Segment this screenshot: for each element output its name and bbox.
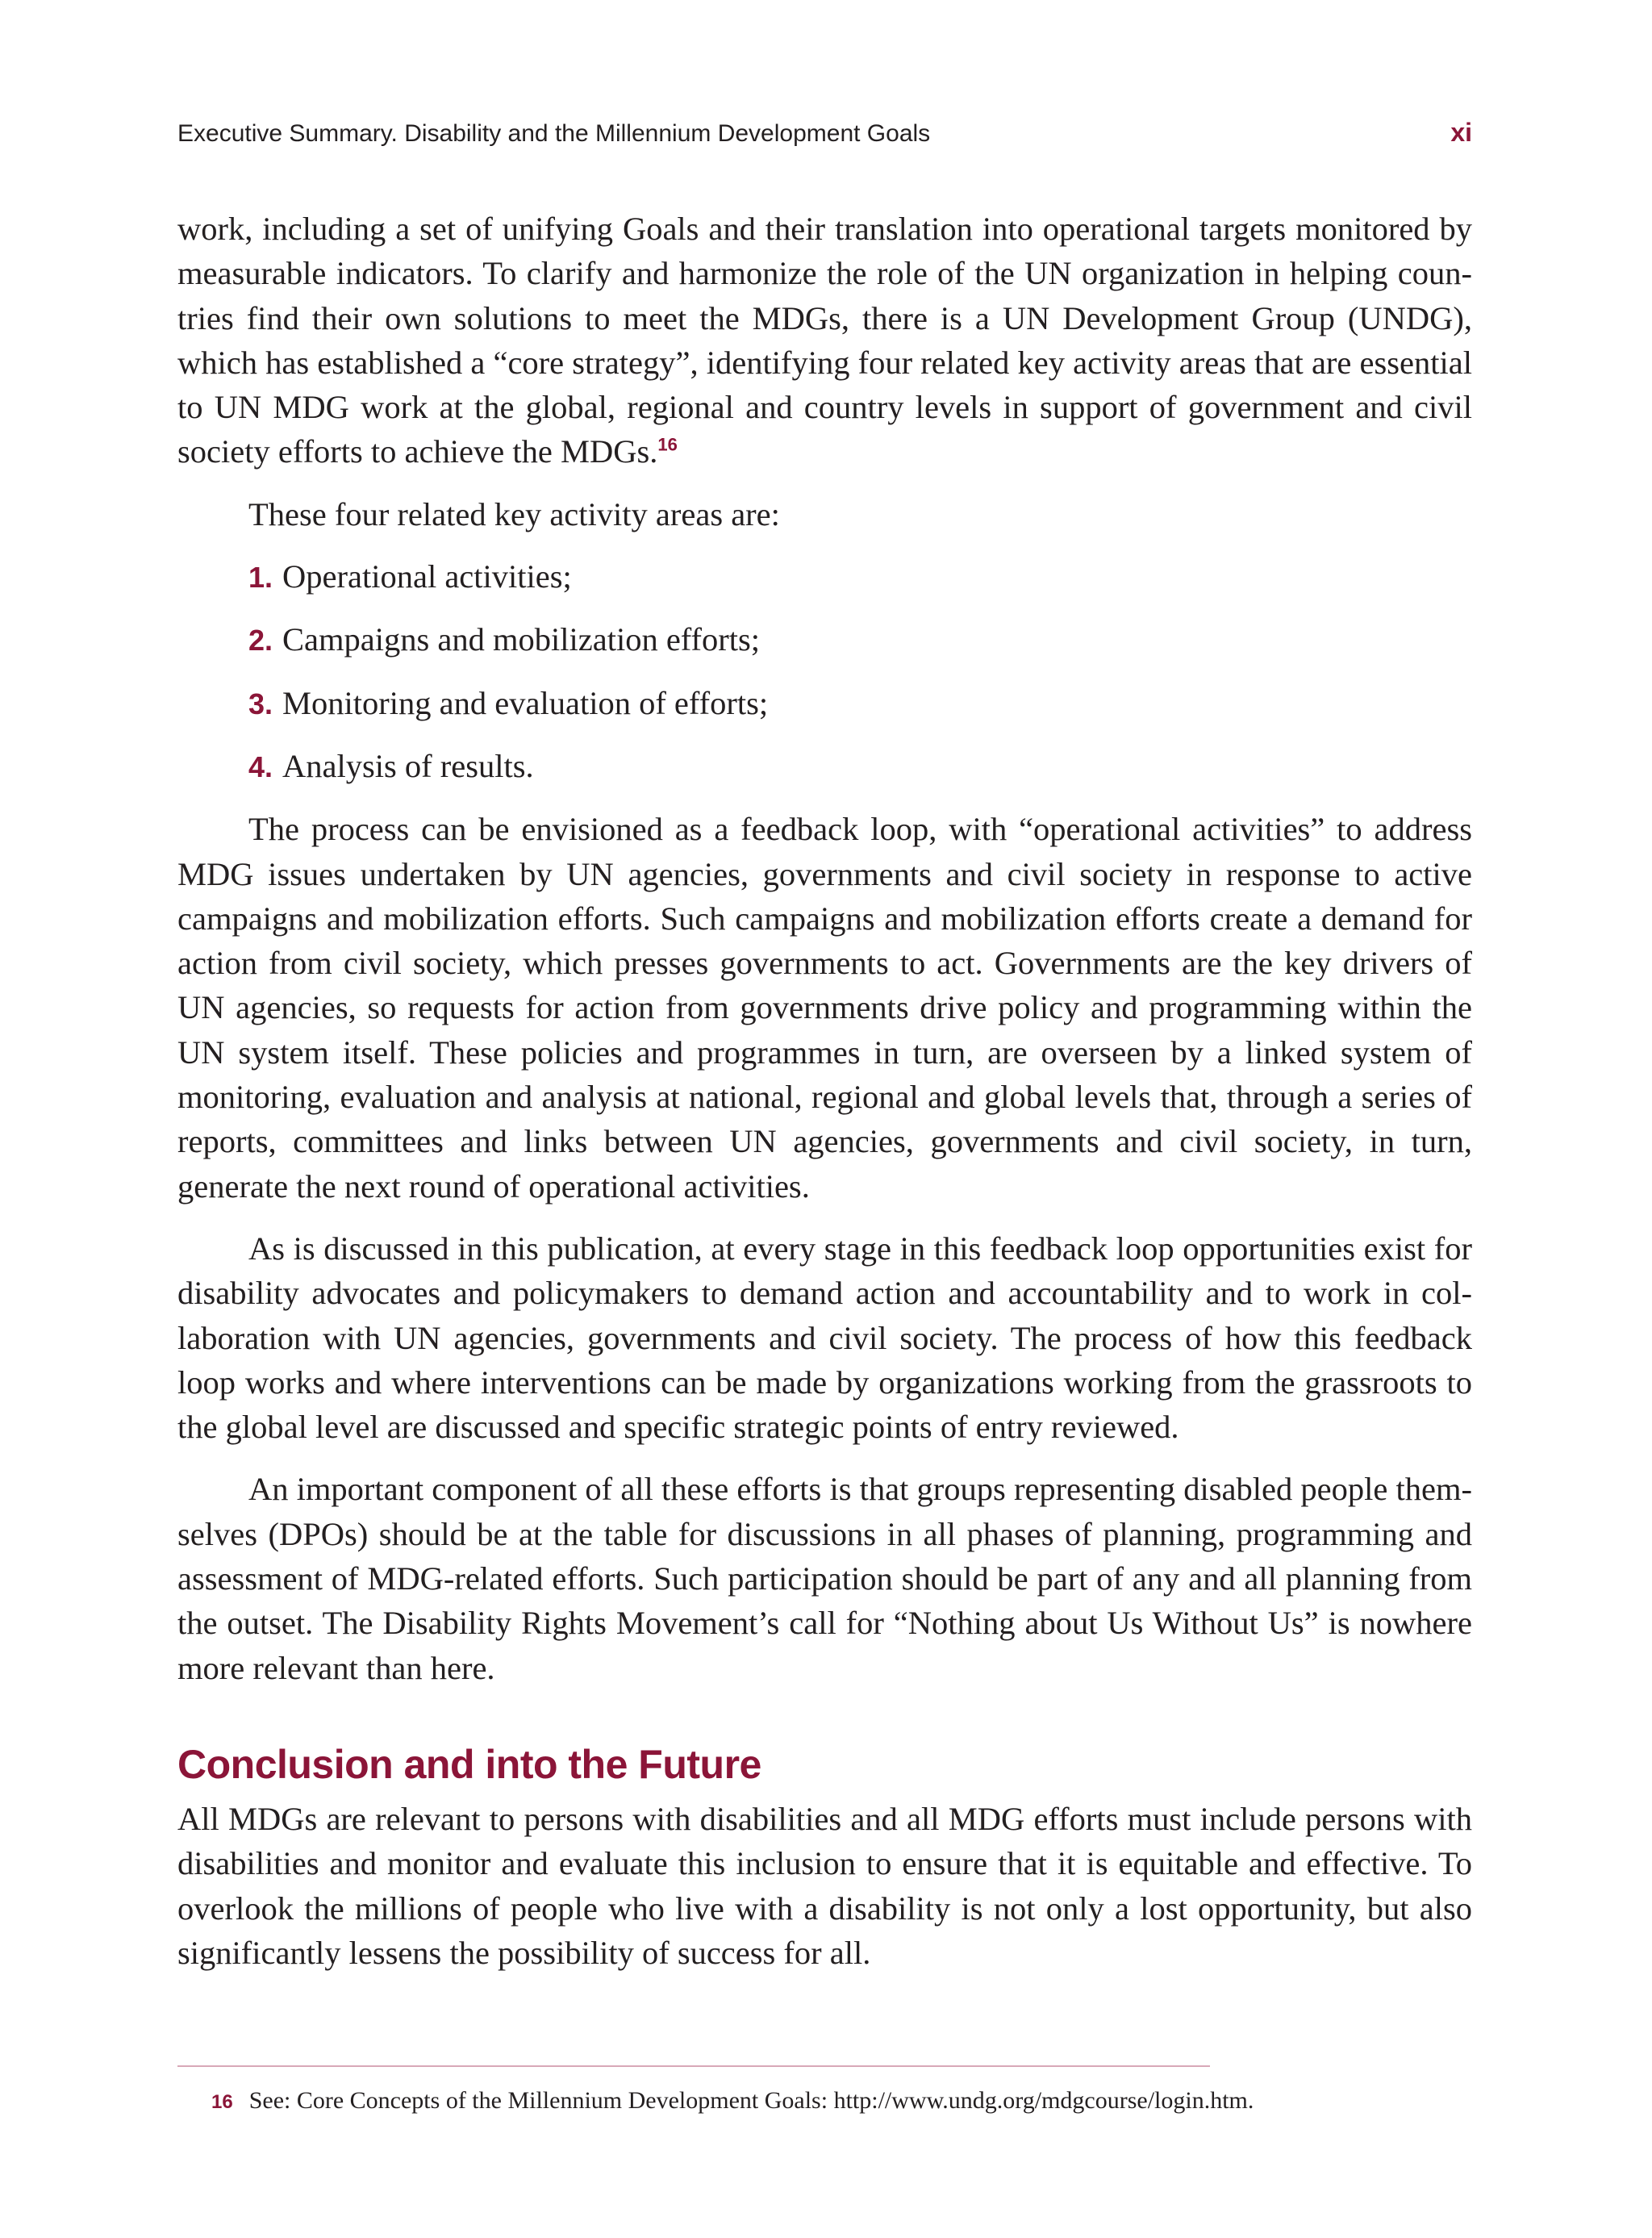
list-item-text: Analysis of results. bbox=[282, 747, 534, 784]
list-item-number: 1. bbox=[248, 561, 273, 595]
footnote bbox=[211, 2085, 1470, 2119]
activity-list bbox=[177, 554, 1472, 789]
paragraph-1 bbox=[177, 207, 1472, 474]
footnote-reference[interactable]: 16 bbox=[657, 434, 678, 455]
footnote-number: 16 bbox=[211, 2091, 233, 2113]
footnote-text: See: Core Concepts of the Millennium Development Goals: http://www.undg.org/mdgcourse/login.htm. bbox=[248, 2087, 1254, 2114]
list-item bbox=[248, 744, 1472, 789]
page-number: xi bbox=[1450, 118, 1472, 147]
list-item-text: Monitoring and evaluation of efforts; bbox=[282, 684, 769, 721]
paragraph-4: As is discussed in this publication, at every stage in this feedback loop opportunities exist for disability advocates and policymakers to demand action and accountability and to work in col-laboration with UN agencies, governments and civil society. The process of how this feedback loop works and where interventions can be made by organizations working from the grassroots to the global level are discussed and specific strategic points of entry reviewed. bbox=[177, 1230, 1472, 1446]
running-title: Executive Summary. Disability and the Millennium Development Goals bbox=[177, 120, 931, 147]
section-heading: Conclusion and into the Future bbox=[177, 1741, 761, 1787]
paragraph-5: An important component of all these efforts is that groups representing disabled people them-selves (DPOs) should be at the table for discussions in all phases of planning, programming and assessment of MDG-related efforts. Such participation should be part of any and all planning from the outset. The Disability Rights Movement’s call for “Nothing about Us Without Us” is nowhere more relevant than here. bbox=[177, 1471, 1472, 1686]
running-header bbox=[177, 118, 1472, 148]
section-paragraph-1: All MDGs are relevant to persons with disabilities and all MDG efforts must include persons with disabilities and monitor and evaluate this inclusion to ensure that it is equitable and effective. To overlook the millions of people who live with a disability is not only a lost opportunity, but also significantly lessens the possibility of success for all. bbox=[177, 1800, 1472, 1971]
list-item-text: Campaigns and mobilization efforts; bbox=[282, 621, 761, 658]
list-item-text: Operational activities; bbox=[282, 558, 572, 595]
body-text bbox=[177, 207, 1472, 1993]
list-item bbox=[248, 554, 1472, 599]
list-item-number: 2. bbox=[248, 624, 273, 658]
footnote-divider bbox=[177, 2065, 1210, 2067]
paragraph-3: The process can be envisioned as a feedback loop, with “operational activities” to address MDG issues undertaken by UN agencies, governments and civil society in response to active campaigns and mobilization efforts. Such campaigns and mobilization efforts create a demand for action from civil society, which presses governments to act. Governments are the key drivers of UN agencies, so requests for action from governments drive policy and programming within the UN system itself. These policies and programmes in turn, are overseen by a linked system of monitoring, evaluation and analysis at national, regional and global levels that, through a series of reports, committees and links between UN agencies, governments and civil society, in turn, generate the next round of operational activities. bbox=[177, 811, 1472, 1205]
list-item-number: 3. bbox=[248, 687, 273, 720]
list-item-number: 4. bbox=[248, 749, 273, 783]
paragraph-1-text: work, including a set of unifying Goals and their translation into operational targets monitored by measurable indicators. To clarify and harmonize the role of the UN organization in helping coun-tries find their own solutions to meet the MDGs, there is a UN Development Group (UNDG), which has established a “core strategy”, identifying four related key activity areas that are essential to UN MDG work at the global, regional and country levels in support of government and civil society efforts to achieve the MDGs. bbox=[177, 211, 1472, 470]
paragraph-2: These four related key activity areas are: bbox=[248, 495, 780, 532]
list-item bbox=[248, 617, 1472, 662]
list-item bbox=[248, 681, 1472, 726]
